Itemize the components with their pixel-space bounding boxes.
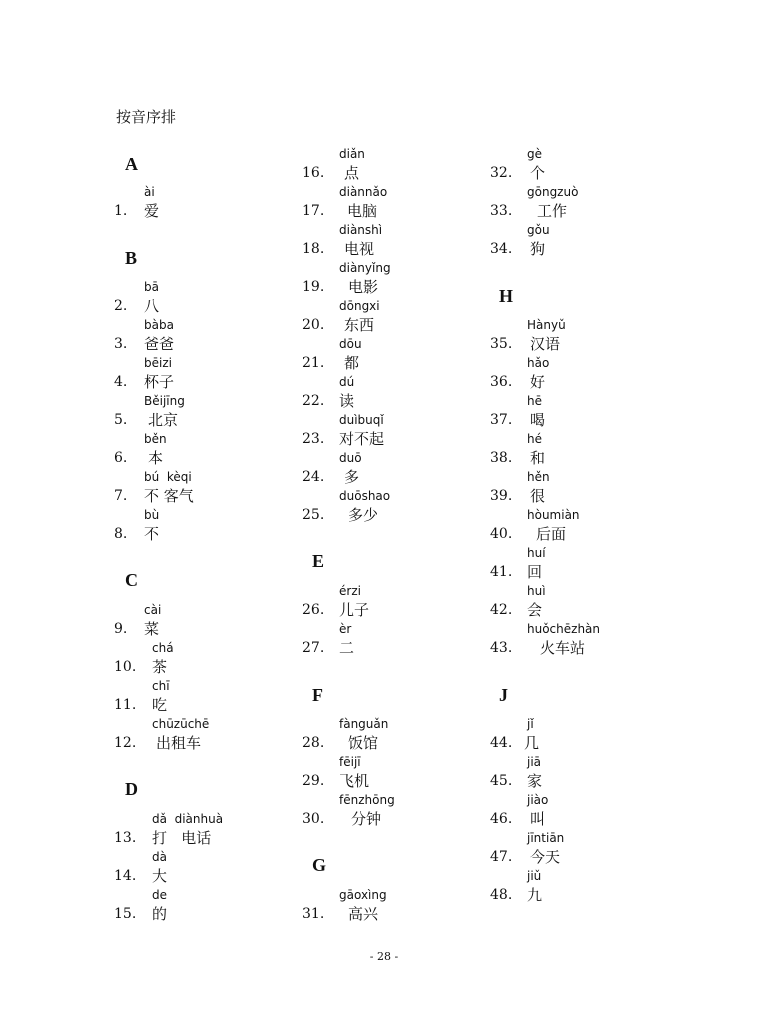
entry-number: 12. xyxy=(114,735,137,751)
section-letter-f: F xyxy=(312,685,323,705)
page-number: - 28 - xyxy=(369,950,399,963)
entry-number: 11. xyxy=(114,697,137,713)
entry-pinyin: jiào xyxy=(527,793,549,807)
entry-pinyin: dōngxi xyxy=(339,299,380,313)
entry-hanzi: 狗 xyxy=(530,240,546,258)
entry-number: 5. xyxy=(114,412,128,428)
entry-hanzi: 出租车 xyxy=(156,734,202,752)
vocab-entry xyxy=(490,185,680,223)
entry-hanzi: 饭馆 xyxy=(348,734,379,752)
entry-number: 41. xyxy=(490,564,513,580)
entry-number: 24. xyxy=(302,469,325,485)
entry-hanzi: 电脑 xyxy=(347,202,378,220)
entry-hanzi: 好 xyxy=(530,373,546,391)
entry-hanzi: 电影 xyxy=(348,278,379,296)
vocab-entry xyxy=(114,641,304,679)
vocab-entry xyxy=(114,470,304,508)
entry-pinyin: diànnǎo xyxy=(339,185,388,199)
entry-pinyin: bēizi xyxy=(144,356,172,370)
entry-hanzi: 家 xyxy=(527,772,543,790)
entry-hanzi: 八 xyxy=(144,297,160,315)
vocab-entry xyxy=(490,546,680,584)
entry-pinyin: bàba xyxy=(144,318,174,332)
entry-hanzi: 火车站 xyxy=(540,639,586,657)
entry-number: 28. xyxy=(302,735,325,751)
entry-hanzi: 电视 xyxy=(344,240,375,258)
vocab-entry xyxy=(114,394,304,432)
vocab-entry xyxy=(114,888,304,926)
entry-hanzi: 吃 xyxy=(152,696,168,714)
entry-hanzi: 儿子 xyxy=(339,601,370,619)
vocab-entry xyxy=(490,831,680,869)
entry-pinyin: jiā xyxy=(527,755,542,769)
entry-pinyin: gōngzuò xyxy=(527,185,579,199)
entry-hanzi: 二 xyxy=(339,639,355,657)
entry-number: 17. xyxy=(302,203,325,219)
vocab-entry xyxy=(114,185,304,223)
entry-pinyin: gè xyxy=(527,147,542,161)
section-letter-h: H xyxy=(499,286,514,306)
entry-number: 33. xyxy=(490,203,513,219)
entry-hanzi: 东西 xyxy=(344,316,375,334)
vocab-entry xyxy=(490,223,680,261)
entry-number: 32. xyxy=(490,165,513,181)
entry-pinyin: Běijīng xyxy=(144,394,185,408)
vocab-entry xyxy=(490,318,680,356)
entry-number: 8. xyxy=(114,526,128,542)
entry-number: 46. xyxy=(490,811,513,827)
entry-number: 19. xyxy=(302,279,325,295)
entry-number: 42. xyxy=(490,602,513,618)
entry-number: 40. xyxy=(490,526,513,542)
entry-pinyin: fēijī xyxy=(339,755,361,769)
entry-pinyin: jiǔ xyxy=(527,869,542,883)
entry-number: 31. xyxy=(302,906,325,922)
entry-number: 10. xyxy=(114,659,137,675)
vocab-entry xyxy=(490,869,680,907)
vocab-entry xyxy=(302,223,492,261)
entry-pinyin: huì xyxy=(527,584,546,598)
entry-number: 39. xyxy=(490,488,513,504)
vocab-entry xyxy=(114,812,304,850)
vocab-entry xyxy=(302,261,492,299)
entry-hanzi: 很 xyxy=(530,487,546,505)
entry-number: 48. xyxy=(490,887,513,903)
vocab-entry xyxy=(302,793,492,831)
vocab-entry xyxy=(490,508,680,546)
entry-number: 7. xyxy=(114,488,128,504)
vocab-entry xyxy=(302,584,492,622)
vocab-entry xyxy=(114,850,304,888)
entry-hanzi: 会 xyxy=(527,601,543,619)
entry-pinyin: duō xyxy=(339,451,362,465)
entry-hanzi: 不 xyxy=(144,525,160,543)
entry-pinyin: chūzūchē xyxy=(152,717,210,731)
entry-pinyin: huǒchēzhàn xyxy=(527,622,601,636)
entry-pinyin: de xyxy=(152,888,167,902)
entry-pinyin: bú kèqi xyxy=(144,470,192,484)
entry-hanzi: 北京 xyxy=(148,411,179,429)
section-letter-g: G xyxy=(312,855,327,875)
entry-number: 2. xyxy=(114,298,128,314)
entry-hanzi: 分钟 xyxy=(351,810,382,828)
entry-number: 44. xyxy=(490,735,513,751)
entry-number: 21. xyxy=(302,355,325,371)
entry-pinyin: érzi xyxy=(339,584,361,598)
entry-hanzi: 爸爸 xyxy=(144,335,175,353)
vocab-entry xyxy=(302,147,492,185)
entry-number: 36. xyxy=(490,374,513,390)
entry-hanzi: 大 xyxy=(152,867,168,885)
page-heading: 按音序排 xyxy=(116,108,177,126)
vocab-entry xyxy=(302,489,492,527)
entry-number: 34. xyxy=(490,241,513,257)
entry-pinyin: běn xyxy=(144,432,167,446)
entry-number: 25. xyxy=(302,507,325,523)
vocab-entry xyxy=(490,584,680,622)
entry-pinyin: diànshì xyxy=(339,223,383,237)
vocab-entry xyxy=(490,793,680,831)
entry-number: 37. xyxy=(490,412,513,428)
entry-pinyin: gāoxìng xyxy=(339,888,387,902)
entry-hanzi: 茶 xyxy=(152,658,168,676)
entry-pinyin: hòumiàn xyxy=(527,508,580,522)
entry-hanzi: 杯子 xyxy=(144,373,175,391)
entry-number: 47. xyxy=(490,849,513,865)
entry-hanzi: 对不起 xyxy=(339,430,385,448)
entry-hanzi: 个 xyxy=(530,164,546,182)
vocab-entry xyxy=(302,888,492,926)
entry-number: 26. xyxy=(302,602,325,618)
entry-pinyin: fànguǎn xyxy=(339,717,389,731)
vocab-entry xyxy=(302,299,492,337)
vocab-entry xyxy=(114,280,304,318)
entry-number: 6. xyxy=(114,450,128,466)
entry-pinyin: gǒu xyxy=(527,223,550,237)
entry-number: 45. xyxy=(490,773,513,789)
vocab-entry xyxy=(114,356,304,394)
section-letter-e: E xyxy=(312,551,325,571)
entry-pinyin: dōu xyxy=(339,337,362,351)
entry-number: 14. xyxy=(114,868,137,884)
entry-hanzi: 多 xyxy=(344,468,360,486)
entry-hanzi: 点 xyxy=(344,164,360,182)
entry-hanzi: 菜 xyxy=(144,620,160,638)
vocab-entry xyxy=(490,432,680,470)
section-letter-a: A xyxy=(125,154,138,174)
entry-pinyin: chá xyxy=(152,641,174,655)
entry-pinyin: Hànyǔ xyxy=(527,318,566,332)
entry-pinyin: hěn xyxy=(527,470,550,484)
vocab-entry xyxy=(302,755,492,793)
vocab-entry xyxy=(490,470,680,508)
vocab-entry xyxy=(490,622,680,660)
entry-pinyin: dà xyxy=(152,850,167,864)
section-letter-d: D xyxy=(125,779,138,799)
entry-number: 35. xyxy=(490,336,513,352)
entry-number: 15. xyxy=(114,906,137,922)
entry-number: 20. xyxy=(302,317,325,333)
entry-hanzi: 飞机 xyxy=(339,772,370,790)
vocab-entry xyxy=(302,337,492,375)
vocab-entry xyxy=(302,375,492,413)
entry-pinyin: bā xyxy=(144,280,159,294)
entry-number: 23. xyxy=(302,431,325,447)
entry-hanzi: 几 xyxy=(524,734,540,752)
vocab-entry xyxy=(302,185,492,223)
entry-pinyin: hē xyxy=(527,394,542,408)
vocab-entry xyxy=(490,356,680,394)
section-letter-j: J xyxy=(499,685,508,705)
entry-pinyin: cài xyxy=(144,603,162,617)
entry-number: 29. xyxy=(302,773,325,789)
entry-pinyin: diànyǐng xyxy=(339,261,391,275)
entry-pinyin: jǐ xyxy=(527,717,534,731)
entry-pinyin: duōshao xyxy=(339,489,391,503)
vocab-entry xyxy=(302,413,492,451)
vocab-entry xyxy=(114,717,304,755)
entry-number: 27. xyxy=(302,640,325,656)
vocab-entry xyxy=(114,318,304,356)
entry-hanzi: 喝 xyxy=(530,411,546,429)
section-letter-b: B xyxy=(125,248,138,268)
entry-hanzi: 今天 xyxy=(530,848,561,866)
entry-pinyin: dǎ diànhuà xyxy=(152,812,224,826)
entry-hanzi: 叫 xyxy=(530,810,546,828)
entry-pinyin: diǎn xyxy=(339,147,365,161)
section-letter-c: C xyxy=(125,570,138,590)
entry-number: 43. xyxy=(490,640,513,656)
vocab-entry xyxy=(490,717,680,755)
entry-number: 16. xyxy=(302,165,325,181)
entry-number: 4. xyxy=(114,374,128,390)
entry-pinyin: fēnzhōng xyxy=(339,793,395,807)
entry-hanzi: 汉语 xyxy=(530,335,561,353)
entry-number: 1. xyxy=(114,203,128,219)
vocab-entry xyxy=(114,432,304,470)
entry-hanzi: 九 xyxy=(527,886,543,904)
entry-number: 13. xyxy=(114,830,137,846)
entry-hanzi: 的 xyxy=(152,905,168,923)
vocab-entry xyxy=(114,679,304,717)
entry-number: 3. xyxy=(114,336,128,352)
entry-number: 18. xyxy=(302,241,325,257)
entry-hanzi: 高兴 xyxy=(348,905,379,923)
vocab-entry xyxy=(114,603,304,641)
entry-hanzi: 读 xyxy=(339,392,355,410)
entry-number: 30. xyxy=(302,811,325,827)
vocab-entry xyxy=(302,622,492,660)
entry-pinyin: ài xyxy=(144,185,155,199)
entry-hanzi: 和 xyxy=(530,449,546,467)
entry-pinyin: jīntiān xyxy=(527,831,565,845)
entry-number: 38. xyxy=(490,450,513,466)
entry-pinyin: hǎo xyxy=(527,356,550,370)
entry-hanzi: 后面 xyxy=(536,525,567,543)
entry-pinyin: bù xyxy=(144,508,160,522)
entry-pinyin: dú xyxy=(339,375,355,389)
entry-hanzi: 回 xyxy=(527,563,543,581)
entry-pinyin: hé xyxy=(527,432,542,446)
vocab-entry xyxy=(302,717,492,755)
entry-number: 22. xyxy=(302,393,325,409)
vocab-entry xyxy=(302,451,492,489)
entry-pinyin: èr xyxy=(339,622,352,636)
entry-hanzi: 本 xyxy=(148,449,164,467)
entry-hanzi: 都 xyxy=(344,354,360,372)
entry-pinyin: huí xyxy=(527,546,546,560)
entry-hanzi: 爱 xyxy=(144,202,160,220)
entry-hanzi: 不 客气 xyxy=(144,487,194,505)
vocab-entry xyxy=(490,147,680,185)
entry-pinyin: chī xyxy=(152,679,170,693)
vocab-entry xyxy=(490,755,680,793)
vocab-entry xyxy=(114,508,304,546)
entry-pinyin: duìbuqǐ xyxy=(339,413,384,427)
entry-number: 9. xyxy=(114,621,128,637)
entry-hanzi: 多少 xyxy=(348,506,379,524)
entry-hanzi: 打 电话 xyxy=(152,829,212,847)
vocab-entry xyxy=(490,394,680,432)
entry-hanzi: 工作 xyxy=(537,202,568,220)
